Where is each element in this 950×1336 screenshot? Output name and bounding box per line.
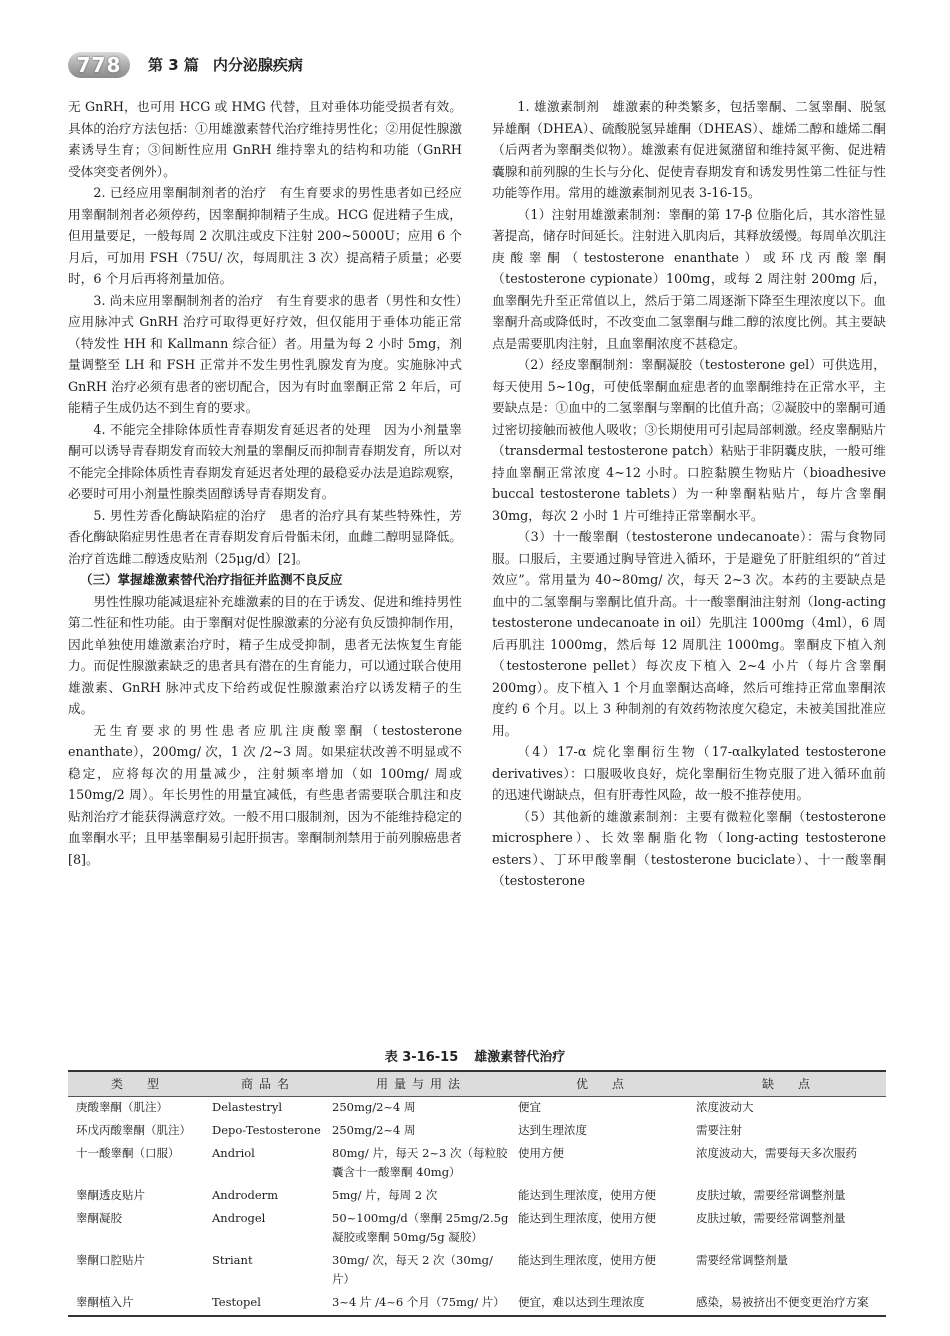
table-cell: Delastestryl — [212, 1100, 283, 1114]
column-header: 用量与用法 — [328, 1071, 514, 1097]
page-number-badge: 778 — [68, 52, 130, 78]
column-header: 类 型 — [68, 1071, 208, 1097]
table-cell: Androgel — [212, 1211, 266, 1225]
table-row — [68, 1185, 886, 1208]
table-row — [68, 1250, 886, 1292]
paragraph: （1）注射用雄激素制剂：睾酮的第 17-β 位脂化后，其水溶性显著提高，储存时间延长。注射进入肌肉后，其释放缓慢。每周单次肌注庚酸睾酮（testosterone enanthate）或环戊丙酸睾酮（testosterone cypionate）100mg，或每 2 周注射 200mg 后，血睾酮先升至正常值以上，然后于第二周逐渐下降至生理浓度以下。血睾酮升高或降低时，不改变血二氢睾酮与雌二醇的浓度比例。其主要缺点是需要肌肉注射，且血睾酮浓度不甚稳定。 — [492, 206, 886, 351]
paragraph: （3）十一酸睾酮（testosterone undecanoate）：需与食物同服。口服后，主要通过胸导管进入循环，于是避免了肝脏组织的“首过效应”。常用量为 40~80mg/ 次，每天 2~3 次。本药的主要缺点是血中的二氢睾酮与睾酮比值升高。十一酸睾酮油注射剂（long-acting testosterone undecanoate in oil）先肌注 1000mg（4ml），6 周后再肌注 1000mg，然后每 12 周肌注 1000mg。睾酮皮下植入剂（testosterone pellet）每次皮下植入 2~4 小片（每片含睾酮 200mg）。皮下植入 1 个月血睾酮达高峰，然后可维持正常血睾酮浓度约 6 个月。以上 3 种制剂的有效药物浓度欠稳定，未被美国批准应用。 — [492, 529, 886, 738]
table-cell: 睾酮透皮贴片 — [76, 1188, 145, 1202]
table-cell: 便宜，难以达到生理浓度 — [514, 1292, 692, 1316]
paragraph: 男性性腺功能减退症补充雄激素的目的在于诱发、促进和维持男性第二性征和性功能。由于睾酮对促性腺激素的分泌有负反馈抑制作用，因此单独使用雄激素治疗时，精子生成受抑制，患者无法恢复生育能力。而促性腺激素缺乏的患者具有潜在的生育能力，可以通过联合使用雄激素、GnRH 脉冲式皮下给药或促性腺激素治疗以诱发精子的生成。 — [68, 593, 462, 716]
paragraph: 无 GnRH，也可用 HCG 或 HMG 代替，且对垂体功能受损者有效。具体的治疗方法包括：①用雄激素替代治疗维持男性化；②用促性腺激素诱导生育；③间断性应用 GnRH 维持睾丸的结构和功能（GnRH 受体突变者例外）。 — [68, 99, 462, 179]
table-cell: 能达到生理浓度，使用方便 — [518, 1211, 656, 1225]
paragraph: 1. 雄激素制剂 雄激素的种类繁多，包括睾酮、二氢睾酮、脱氢异雄酮（DHEA）、硫酸脱氢异雄酮（DHEAS）、雄烯二醇和雄烯二酮（后两者为睾酮类似物）。雄激素有促进氮潴留和维持氮平衡、促进精囊腺和前列腺的生长与分化、促使青春期发育和诱发男性第二性征与性功能等作用。常用的雄激素制剂见表 3-16-15。 — [492, 99, 886, 200]
table-cell: Striant — [212, 1253, 253, 1267]
table-cell: 3~4 片 /4~6 个月（75mg/ 片） — [328, 1292, 514, 1316]
table-cell: 庚酸睾酮（肌注） — [76, 1100, 168, 1114]
table-cell: 睾酮植入片 — [68, 1292, 208, 1316]
table-cell: 环戊丙酸睾酮（肌注） — [76, 1123, 191, 1137]
section-heading: （三）掌握雄激素替代治疗指征并监测不良反应 — [80, 572, 343, 587]
table-title: 雄激素替代治疗 — [474, 1050, 566, 1065]
table-cell: 需要注射 — [696, 1123, 742, 1137]
table-row — [68, 1208, 886, 1250]
table-row — [68, 1143, 886, 1185]
table-cell: 能达到生理浓度，使用方便 — [518, 1253, 656, 1267]
table-caption — [0, 1046, 950, 1065]
table-cell: 50~100mg/d（睾酮 25mg/2.5g 凝胶或睾酮 50mg/5g 凝胶） — [332, 1211, 509, 1244]
paragraph: 3. 尚未应用睾酮制剂者的治疗 有生育要求的患者（男性和女性）应用脉冲式 GnRH 治疗可取得更好疗效，但仅能用于垂体功能正常（特发性 HH 和 Kallmann 综合征）者。用量为每 2 小时 5mg，剂量调整至 LH 和 FSH 正常并不发生男性乳腺发育为度。实施脉冲式 GnRH 治疗必须有患者的密切配合，因为有时血睾酮正常 2 年后，可能精子生成仍达不到生育的要求。 — [68, 292, 462, 415]
part-label: 第 3 篇 — [148, 56, 199, 74]
left-text-column — [68, 96, 462, 870]
table-cell: 浓度波动大，需要每天多次服药 — [696, 1146, 857, 1160]
table-cell: 睾酮凝胶 — [76, 1211, 122, 1225]
column-header: 商品名 — [208, 1071, 328, 1097]
paragraph: （5）其他新的雄激素制剂：主要有微粒化睾酮（testosterone microsphere）、长效睾酮脂化物（long-acting testosterone esters）、丁环甲酸睾酮（testosterone buciclate）、十一酸睾酮（testosterone — [492, 808, 886, 888]
table-cell: 便宜 — [518, 1100, 541, 1114]
table-header-row — [68, 1071, 886, 1097]
table-cell: 感染，易被挤出不便变更治疗方案 — [692, 1292, 886, 1316]
table-cell: 需要经常调整剂量 — [696, 1253, 788, 1267]
table-cell: 皮肤过敏，需要经常调整剂量 — [696, 1188, 846, 1202]
table-cell: 80mg/ 片，每天 2~3 次（每粒胶囊含十一酸睾酮 40mg） — [332, 1146, 508, 1179]
right-text-column — [492, 96, 886, 892]
table-cell: 5mg/ 片，每周 2 次 — [332, 1188, 438, 1202]
table-cell: Androderm — [212, 1188, 279, 1202]
paragraph: 5. 男性芳香化酶缺陷症的治疗 患者的治疗具有某些特殊性，芳香化酶缺陷症男性患者在青春期发育后骨骺未闭，血雌二醇明显降低。治疗首选雌二醇透皮贴剂（25μg/d）[2]。 — [68, 507, 462, 566]
table-row — [68, 1097, 886, 1121]
table-cell: 达到生理浓度 — [518, 1123, 587, 1137]
table-cell: 皮肤过敏，需要经常调整剂量 — [696, 1211, 846, 1225]
paragraph: 2. 已经应用睾酮制剂者的治疗 有生育要求的男性患者如已经应用睾酮制剂者必须停药，因睾酮抑制精子生成。HCG 促进精子生成，但用量要足，一般每周 2 次肌注或皮下注射 200~5000U；应用 6 个月后，可加用 FSH（75U/ 次，每周肌注 3 次）提高精子质量；必要时，6 个月后再将剂量加倍。 — [68, 185, 462, 286]
table-number: 表 3-16-15 — [384, 1050, 459, 1065]
column-header: 优 点 — [514, 1071, 692, 1097]
table-body — [68, 1097, 886, 1317]
paragraph: （4）17-α 烷化睾酮衍生物（17-αalkylated testosterone derivatives）：口服吸收良好，烷化睾酮衍生物克服了进入循环血前的迅速代谢缺点，但有肝毒性风险，故一般不推荐使用。 — [492, 744, 886, 802]
table-cell: 使用方便 — [518, 1146, 564, 1160]
page-header — [68, 50, 898, 80]
table-cell: Testopel — [208, 1292, 328, 1316]
table-cell: 十一酸睾酮（口服） — [76, 1146, 180, 1160]
table-row — [68, 1120, 886, 1143]
androgen-replacement-table — [68, 1070, 886, 1317]
paragraph: 4. 不能完全排除体质性青春期发育延迟者的处理 因为小剂量睾酮可以诱导青春期发育而较大剂量的睾酮反而抑制青春期发育，所以对不能完全排除体质性青春期发育延迟者处理的最稳妥办法是追踪观察，必要时可用小剂量性腺类固醇诱导青春期发育。 — [68, 421, 462, 501]
paragraph: （2）经皮睾酮制剂：睾酮凝胶（testosterone gel）可供选用，每天使用 5~10g，可使低睾酮血症患者的血睾酮维持在正常水平，主要缺点是：①血中的二氢睾酮与睾酮的比值升高；②凝胶中的睾酮可通过密切接触而被他人吸收；③长期使用可引起局部刺激。经皮睾酮贴片（transdermal testosterone patch）粘贴于非阴囊皮肤，一般可维持血睾酮正常浓度 4~12 小时。口腔黏膜生物贴片（bioadhesive buccal testosterone tablets）为一种睾酮粘贴片，每片含睾酮 30mg，每次 2 小时 1 片可维持正常睾酮水平。 — [492, 357, 886, 523]
part-title: 内分泌腺疾病 — [212, 56, 303, 74]
table-cell: 250mg/2~4 周 — [332, 1100, 416, 1114]
paragraph: 无生育要求的男性患者应肌注庚酸睾酮（testosterone enanthate），200mg/ 次，1 次 /2~3 周。如果症状改善不明显或不稳定，应将每次的用量减少，注射频率增加（如 100mg/ 周或 150mg/2 周）。年长男性的用量宜减低，有些患者需要联合肌注和皮贴剂治疗才能获得满意疗效。一般不用口服制剂，因为不能维持稳定的血睾酮水平；且甲基睾酮易引起肝损害。睾酮制剂禁用于前列腺癌患者[8]。 — [68, 722, 462, 867]
table-cell: 睾酮口腔贴片 — [76, 1253, 145, 1267]
table-cell: 30mg/ 次，每天 2 次（30mg/ 片） — [332, 1253, 493, 1286]
table-cell: 浓度波动大 — [696, 1100, 754, 1114]
column-header: 缺 点 — [692, 1071, 886, 1097]
chapter-heading — [148, 54, 303, 75]
table-cell: Depo-Testosterone — [212, 1123, 321, 1137]
table-row — [68, 1292, 886, 1316]
table-cell: 250mg/2~4 周 — [332, 1123, 416, 1137]
table-cell: Andriol — [212, 1146, 255, 1160]
table-cell: 能达到生理浓度，使用方便 — [518, 1188, 656, 1202]
